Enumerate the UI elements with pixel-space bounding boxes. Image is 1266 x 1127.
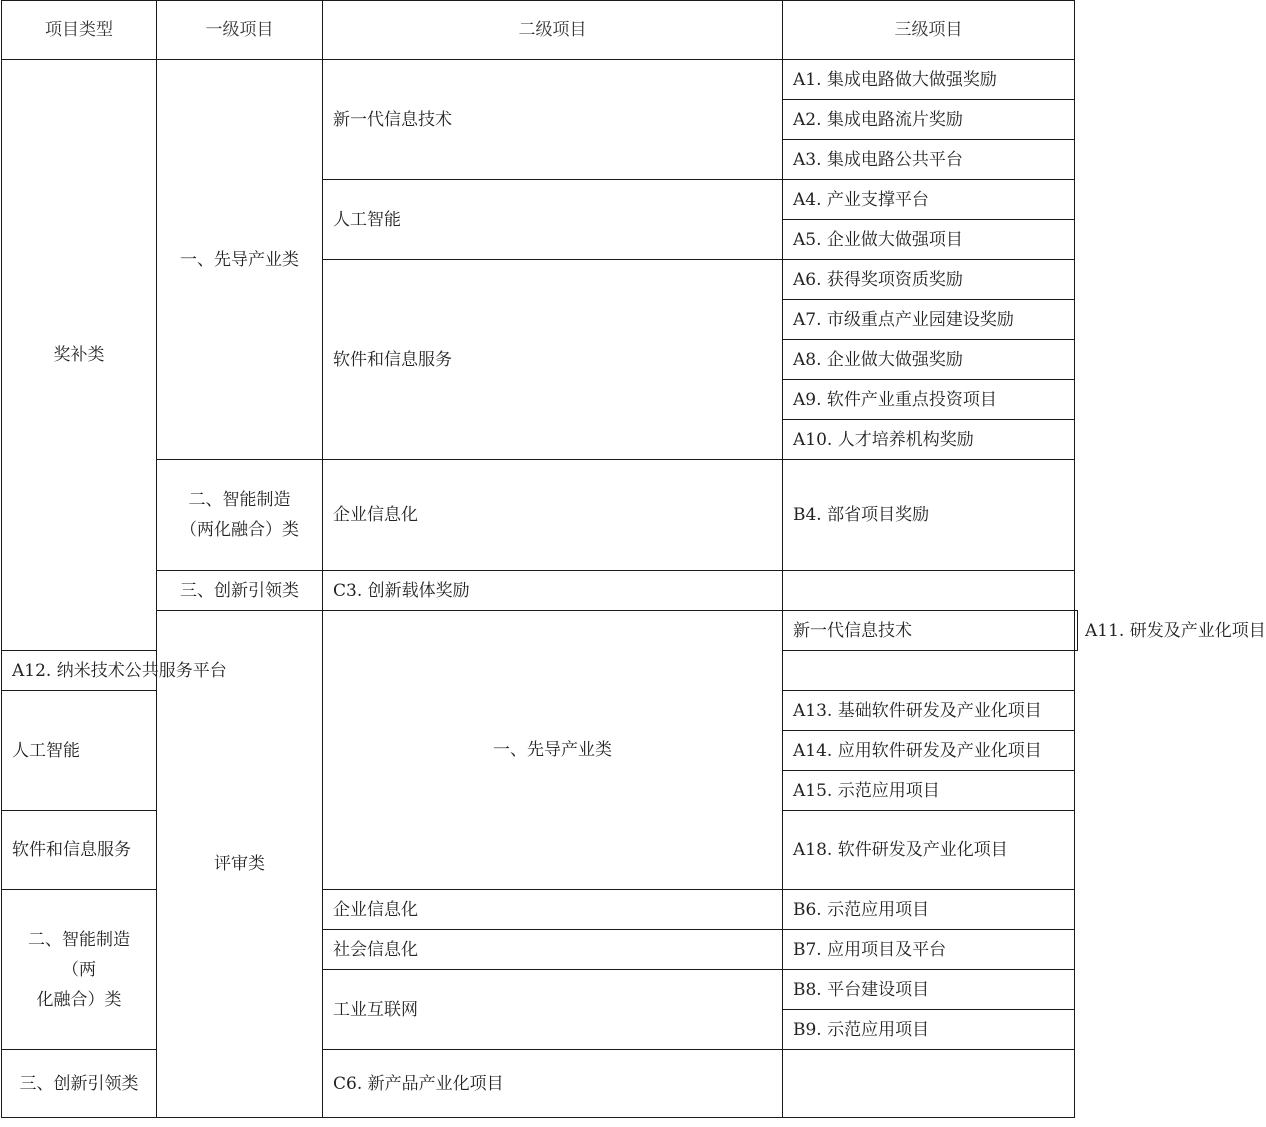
header-type: 项目类型 [2, 1, 157, 60]
header-level1: 一级项目 [157, 1, 323, 60]
level1-zhineng-jiangbu [157, 460, 323, 571]
level2-cell: 工业互联网 [323, 970, 783, 1050]
level3-cell: A4. 产业支撑平台 [783, 180, 1075, 220]
level3-cell: A14. 应用软件研发及产业化项目 [783, 731, 1075, 771]
header-row [2, 1, 1078, 60]
level1-label-line: 二、智能制造（两 [28, 929, 130, 980]
level3-cell: A15. 示范应用项目 [783, 771, 1075, 811]
level2-cell: C6. 新产品产业化项目 [323, 1050, 783, 1118]
level3-cell: A13. 基础软件研发及产业化项目 [783, 691, 1075, 731]
table-row [2, 611, 1078, 651]
level2-cell: 人工智能 [323, 180, 783, 260]
level2-cell: 企业信息化 [323, 460, 783, 571]
level3-cell: A18. 软件研发及产业化项目 [783, 811, 1075, 890]
level1-label-line: （两化融合）类 [180, 520, 299, 540]
level3-cell: B7. 应用项目及平台 [783, 930, 1075, 970]
level2-cell: 新一代信息技术 [323, 60, 783, 180]
level3-cell: B4. 部省项目奖励 [783, 460, 1075, 571]
level1-xiandao-pingshen: 一、先导产业类 [323, 611, 783, 890]
level3-cell: A6. 获得奖项资质奖励 [783, 260, 1075, 300]
level3-cell: A10. 人才培养机构奖励 [783, 420, 1075, 460]
level1-label-line: 二、智能制造 [188, 490, 291, 510]
category-jiangbu: 奖补类 [2, 60, 157, 651]
category-pingshen: 评审类 [157, 611, 323, 1118]
level2-cell: 新一代信息技术 [783, 611, 1075, 651]
level3-cell: A5. 企业做大做强项目 [783, 220, 1075, 260]
level2-cell: 软件和信息服务 [2, 811, 157, 890]
table-row [2, 571, 1078, 611]
level3-cell: B9. 示范应用项目 [783, 1010, 1075, 1050]
level3-cell [783, 651, 1075, 691]
level3-cell: A8. 企业做大做强奖励 [783, 340, 1075, 380]
level3-cell: A11. 研发及产业化项目 [1075, 611, 1078, 651]
header-level2: 二级项目 [323, 1, 783, 60]
level2-cell: 人工智能 [2, 691, 157, 811]
level1-chuangxin-jiangbu: 三、创新引领类 [157, 571, 323, 611]
table-row [2, 460, 1078, 571]
level3-cell: A9. 软件产业重点投资项目 [783, 380, 1075, 420]
level1-zhineng-pingshen [2, 890, 157, 1050]
header-level3: 三级项目 [783, 1, 1075, 60]
level2-cell: C3. 创新载体奖励 [323, 571, 783, 611]
level3-cell: A7. 市级重点产业园建设奖励 [783, 300, 1075, 340]
level2-cell: A12. 纳米技术公共服务平台 [2, 651, 157, 691]
level2-cell: 企业信息化 [323, 890, 783, 930]
level3-cell [783, 1050, 1075, 1118]
level3-cell: A1. 集成电路做大做强奖励 [783, 60, 1075, 100]
level2-cell: 软件和信息服务 [323, 260, 783, 460]
level3-cell: B6. 示范应用项目 [783, 890, 1075, 930]
level1-xiandao-jiangbu: 一、先导产业类 [157, 60, 323, 460]
level3-cell [783, 571, 1075, 611]
level1-label-line: 化融合）类 [36, 989, 122, 1010]
level1-chuangxin-pingshen: 三、创新引领类 [2, 1050, 157, 1118]
table-row [2, 60, 1078, 100]
level3-cell: A3. 集成电路公共平台 [783, 140, 1075, 180]
project-classification-table [1, 0, 1266, 1118]
level3-cell: A2. 集成电路流片奖励 [783, 100, 1075, 140]
level3-cell: B8. 平台建设项目 [783, 970, 1075, 1010]
level2-cell: 社会信息化 [323, 930, 783, 970]
